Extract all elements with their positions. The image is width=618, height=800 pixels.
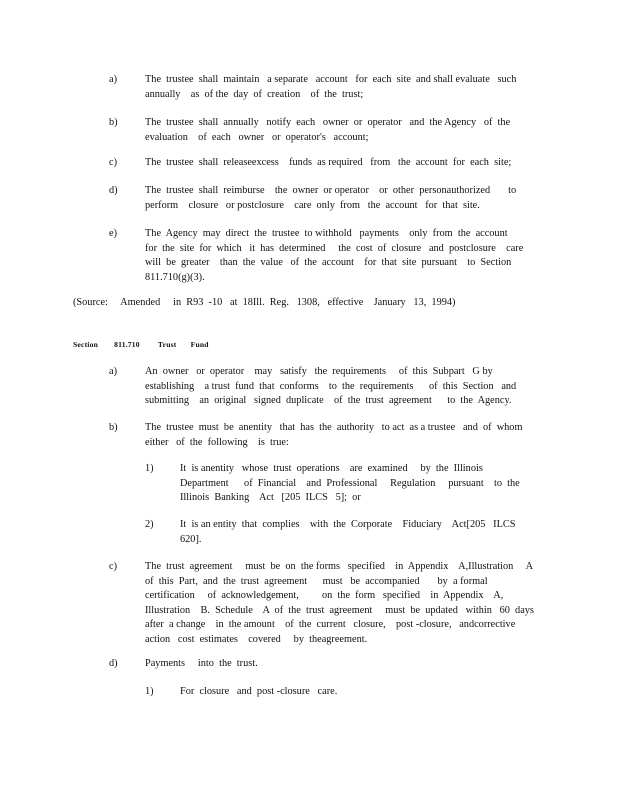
section-title-word: Trust [157, 340, 177, 349]
item-label: 1) [145, 686, 154, 697]
text-line: An owner or operator may satisfy the requirements of this Subpart G by [145, 366, 493, 377]
text-line: either of the following is true: [145, 436, 289, 448]
item-label: d) [109, 185, 118, 196]
item-text [145, 227, 535, 285]
source-note: (Source: Amended in R93 -10 at 18Ill. Reg. 1308, effective January 13, 1994) [73, 297, 456, 308]
item-text [145, 421, 535, 450]
item-label: 2) [145, 519, 154, 530]
item-text [180, 518, 525, 547]
text-line: The trust agreement must be on the forms specified in Appendix A,Illustration A [145, 561, 534, 572]
text-line: The trustee shall annually notify each owner or operator and the Agency of the [145, 117, 511, 128]
item-text [180, 685, 525, 700]
section-number: 811.710 [114, 340, 140, 349]
text-line: annually as of the day of creation of the trust; [145, 88, 364, 100]
section-heading [73, 340, 209, 349]
text-line: Illustration B. Schedule A of the trust agreement must be updated within 60 days [145, 604, 534, 616]
item-label: a) [109, 74, 117, 85]
item-text [145, 116, 535, 145]
text-line: For closure and post -closure care. [180, 686, 338, 697]
text-line: submitting an original signed duplicate of the trust agreement to the Agency. [145, 395, 512, 407]
item-label: b) [109, 422, 118, 433]
text-line: It is anentity whose trust operations are examined by the Illinois [180, 463, 483, 474]
section-label: Section [73, 340, 99, 349]
item-label: c) [109, 157, 117, 168]
item-text [145, 365, 535, 409]
text-line: of this Part, and the trust agreement must be accompanied by a formal [145, 575, 488, 587]
item-text [145, 560, 535, 648]
item-label: a) [109, 366, 117, 377]
text-line: for the site for which it has determined the cost of closure and postclosure care [145, 242, 524, 254]
text-line: The trustee shall releaseexcess funds as required from the account for each site; [145, 157, 512, 168]
item-text [145, 184, 535, 213]
text-line: Payments into the trust. [145, 658, 258, 669]
text-line: The Agency may direct the trustee to withhold payments only from the account [145, 228, 508, 239]
text-line: 620]. [180, 533, 202, 545]
text-line: The trustee shall reimburse the owner or operator or other personauthorized to [145, 185, 517, 196]
item-label: b) [109, 117, 118, 128]
text-line: The trustee shall maintain a separate account for each site and shall evaluate such [145, 74, 517, 85]
section-title-word: Fund [190, 340, 209, 349]
text-line: will be greater than the value of the account for that site pursuant to Section [145, 257, 512, 269]
item-text [145, 657, 535, 672]
item-label: e) [109, 228, 117, 239]
text-line: Department of Financial and Professional Regulation pursuant to the [180, 477, 520, 489]
text-line: Illinois Banking Act [205 ILCS 5]; or [180, 492, 361, 504]
text-line: The trustee must be anentity that has the authority to act as a trustee and of whom [145, 422, 523, 433]
text-line: evaluation of each owner or operator's account; [145, 131, 369, 143]
item-label: c) [109, 561, 117, 572]
text-line: 811.710(g)(3). [145, 271, 205, 283]
text-line: It is an entity that complies with the Corporate Fiduciary Act[205 ILCS [180, 519, 516, 530]
item-label: 1) [145, 463, 154, 474]
item-label: d) [109, 658, 118, 669]
text-line: establishing a trust fund that conforms to the requirements of this Section and [145, 380, 517, 392]
text-line: action cost estimates covered by theagreement. [145, 633, 368, 645]
item-text [145, 73, 535, 102]
item-text [180, 462, 525, 506]
text-line: perform closure or postclosure care only from the account for that site. [145, 199, 480, 211]
item-text [145, 156, 535, 171]
text-line: certification of acknowledgement, on the form specified in Appendix A, [145, 590, 504, 602]
text-line: after a change in the amount of the current closure, post -closure, andcorrective [145, 619, 516, 631]
